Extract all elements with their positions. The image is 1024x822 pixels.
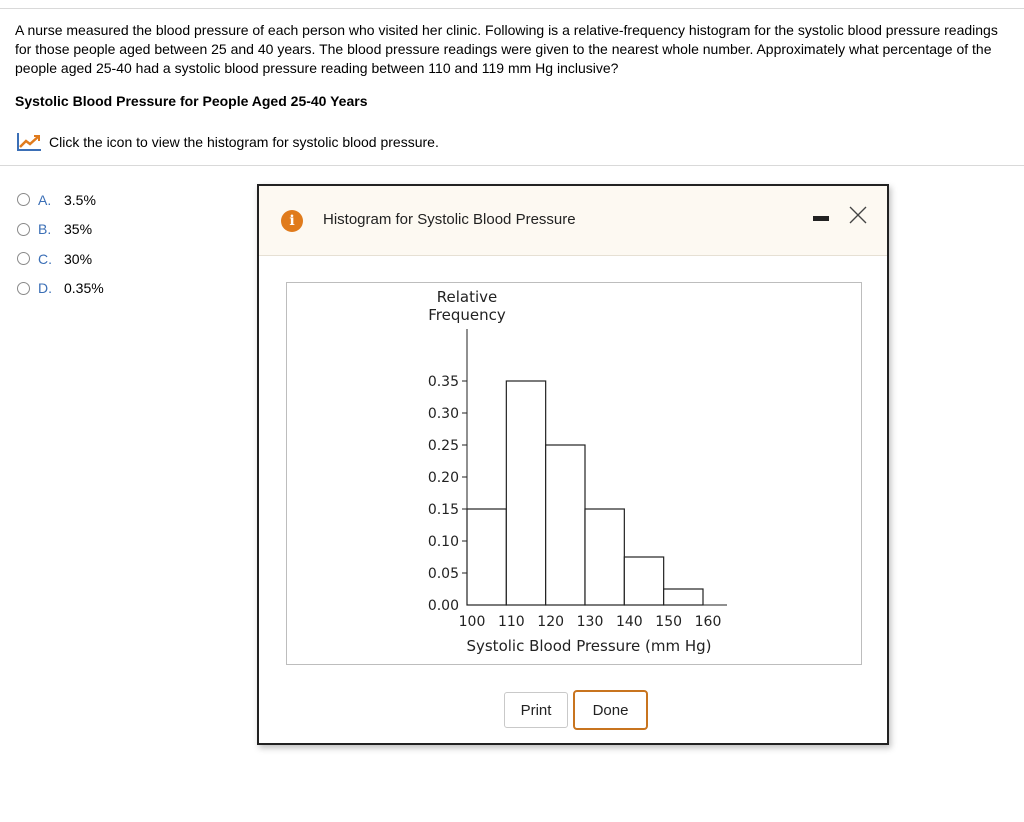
radio-button[interactable] — [17, 282, 30, 295]
option-text: 0.35% — [64, 280, 104, 297]
content-divider — [0, 165, 1024, 166]
x-tick-label: 160 — [694, 614, 722, 630]
close-icon[interactable] — [847, 204, 869, 226]
histogram-bar — [506, 381, 545, 605]
radio-button[interactable] — [17, 193, 30, 206]
x-tick-label: 110 — [497, 614, 525, 630]
option-d[interactable] — [17, 274, 104, 304]
option-letter: A. — [38, 191, 52, 208]
histogram-link-text[interactable]: Click the icon to view the histogram for systolic blood pressure. — [49, 134, 439, 150]
print-button[interactable]: Print — [504, 692, 568, 728]
x-tick-label: 100 — [458, 614, 486, 630]
x-axis-title: Systolic Blood Pressure (mm Hg) — [466, 637, 712, 655]
y-tick-label: 0.05 — [427, 566, 459, 582]
option-a[interactable] — [17, 185, 104, 215]
section-title: Systolic Blood Pressure for People Aged 25-40 Years — [15, 93, 368, 109]
y-axis-title-line: Relative — [436, 288, 498, 306]
radio-button[interactable] — [17, 252, 30, 265]
info-icon: i — [281, 210, 303, 232]
top-divider — [0, 8, 1024, 9]
minimize-button[interactable] — [813, 216, 829, 221]
y-tick-label: 0.15 — [427, 502, 459, 518]
radio-button[interactable] — [17, 223, 30, 236]
dialog-title: Histogram for Systolic Blood Pressure — [323, 211, 576, 228]
y-tick-label: 0.25 — [427, 438, 459, 454]
option-text: 30% — [64, 250, 93, 267]
done-button[interactable]: Done — [573, 690, 648, 730]
x-tick-label: 120 — [537, 614, 565, 630]
line-chart-icon[interactable] — [15, 131, 43, 153]
option-c[interactable] — [17, 244, 104, 274]
question-text: A nurse measured the blood pressure of each person who visited her clinic. Following is a relative-frequency histogram for the systolic blood pressure readings for those people aged between 25 and 40 years. The blood pressure readings were given to the nearest whole number. Approximately what percentage of the people aged 25-40 had a systolic blood pressure reading between 110 and 119 mm Hg inclusive? — [15, 22, 998, 76]
y-tick-label: 0.00 — [427, 598, 459, 614]
option-b[interactable] — [17, 215, 104, 245]
histogram-link[interactable] — [15, 130, 439, 154]
histogram-dialog — [257, 184, 889, 745]
histogram-chart — [286, 282, 862, 665]
dialog-header[interactable] — [259, 186, 887, 256]
histogram-bar — [546, 445, 585, 605]
option-letter: C. — [38, 250, 52, 267]
y-axis-title-line: Frequency — [428, 306, 506, 324]
option-text: 35% — [64, 221, 93, 238]
option-text: 3.5% — [64, 191, 96, 208]
y-tick-label: 0.35 — [427, 374, 459, 390]
histogram-bar — [585, 509, 624, 605]
option-letter: B. — [38, 221, 52, 238]
histogram-svg — [287, 283, 861, 664]
y-tick-label: 0.20 — [427, 470, 459, 486]
x-tick-label: 140 — [615, 614, 643, 630]
y-tick-label: 0.10 — [427, 534, 459, 550]
histogram-bar — [467, 509, 506, 605]
answer-options — [17, 185, 104, 303]
option-letter: D. — [38, 280, 52, 297]
x-tick-label: 130 — [576, 614, 604, 630]
y-tick-label: 0.30 — [427, 406, 459, 422]
histogram-bar — [664, 589, 703, 605]
x-tick-label: 150 — [655, 614, 683, 630]
histogram-bar — [624, 557, 663, 605]
